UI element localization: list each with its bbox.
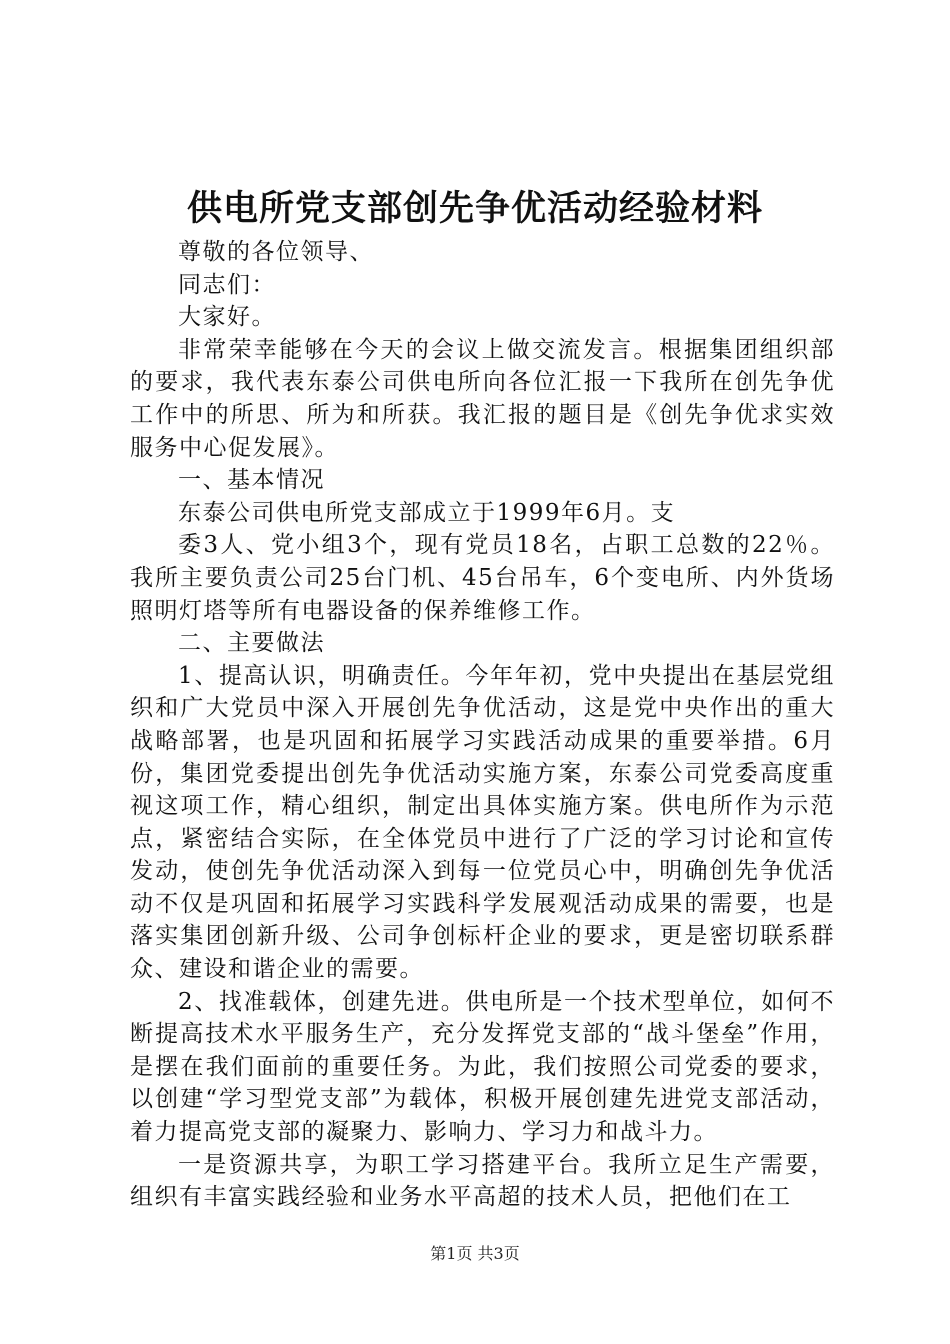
- salutation-line: 同志们：: [178, 271, 276, 298]
- paragraph: 1、提高认识，明确责任。今年年初，党中央提出在基层党组织和广大党员中深入开展创先争优活动，这是党中央作出的重大战略部署，也是巩固和拓展学习实践活动成果的重要举措。6月份，集团党委提出创先争优活动实施方案，东泰公司党委高度重视这项工作，精心组织，制定出具体实施方案。供电所作为示范点，紧密结合实际，在全体党员中进行了广泛的学习讨论和宣传发动，使创先争优活动深入到每一位党员心中，明确创先争优活动不仅是巩固和拓展学习实践科学发展观活动成果的需要，也是落实集团创新升级、公司争创标杆企业的要求，更是密切联系群众、建设和谐企业的需要。: [130, 662, 835, 983]
- salutation-line: 尊敬的各位领导、: [178, 239, 374, 265]
- document-body: [130, 236, 835, 1214]
- paragraph: 一是资源共享，为职工学习搭建平台。我所立足生产需要，组织有丰富实践经验和业务水平高超的技术人员，把他们在工: [130, 1151, 835, 1211]
- paragraph: 非常荣幸能够在今天的会议上做交流发言。根据集团组织部的要求，我代表东泰公司供电所向各位汇报一下我所在创先争优工作中的所思、所为和所获。我汇报的题目是《创先争优求实效服务中心促发展》。: [130, 336, 835, 461]
- paragraph: 2、找准载体，创建先进。供电所是一个技术型单位，如何不断提高技术水平服务生产，充分发挥党支部的“战斗堡垒”作用，是摆在我们面前的重要任务。为此，我们按照公司党委的要求，以创建“学习型党支部”为载体，积极开展创建先进党支部活动，着力提高党支部的凝聚力、影响力、学习力和战斗力。: [130, 988, 835, 1146]
- greeting-line: 大家好。: [178, 304, 276, 331]
- section-heading: 二、主要做法: [178, 630, 325, 657]
- document-title: 供电所党支部创先争优活动经验材料: [186, 188, 763, 229]
- paragraph: 委3人、党小组3个，现有党员18名，占职工总数的22％。我所主要负责公司25台门机、45台吊车，6个变电所、内外货场照明灯塔等所有电器设备的保养维修工作。: [130, 532, 835, 624]
- paragraph: 东泰公司供电所党支部成立于1999年6月。支: [178, 499, 676, 526]
- page-footer: 第1页 共3页: [430, 1244, 520, 1263]
- section-heading: 一、基本情况: [178, 467, 325, 494]
